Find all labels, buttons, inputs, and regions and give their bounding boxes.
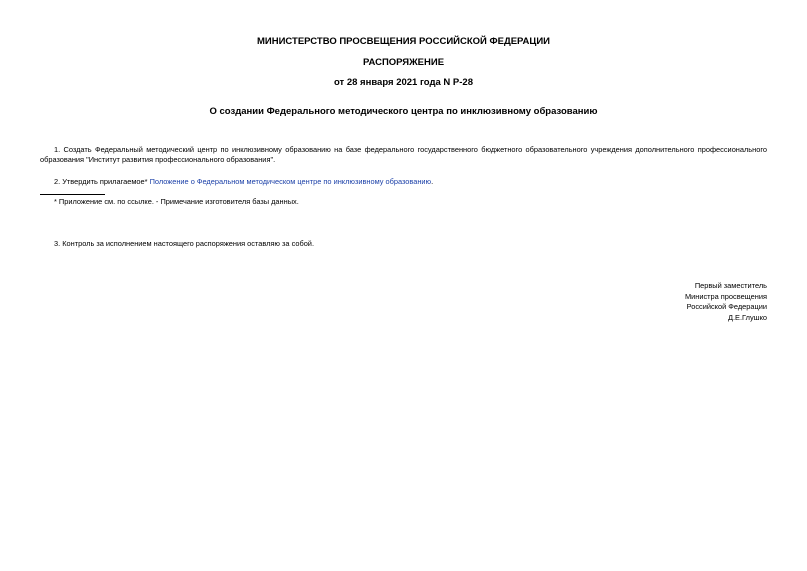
ministry-name: МИНИСТЕРСТВО ПРОСВЕЩЕНИЯ РОССИЙСКОЙ ФЕДЕРАЦИИ bbox=[256, 36, 551, 47]
signature-position-line-2: Министра просвещения bbox=[684, 291, 767, 301]
document-type: РАСПОРЯЖЕНИЕ bbox=[362, 57, 445, 68]
paragraph-item-1: 1. Создать Федеральный методический центр по инклюзивному образованию на базе федерального государственного бюджетного образовательного учреждения дополнительного профессионального образования "Институт развития профессионального образования". bbox=[40, 145, 767, 164]
item-2-suffix: . bbox=[431, 177, 434, 186]
document-date-number: от 28 января 2021 года N Р-28 bbox=[333, 77, 473, 88]
signature-name: Д.Е.Глушко bbox=[728, 312, 767, 322]
signature-position-line-1: Первый заместитель bbox=[694, 281, 767, 290]
document-title: О создании Федерального методического центра по инклюзивному образованию bbox=[209, 106, 598, 117]
paragraph-item-2 bbox=[40, 177, 767, 187]
regulation-link[interactable]: Положение о Федеральном методическом центре по инклюзивному образованию bbox=[149, 177, 432, 186]
item-2-prefix: 2. Утвердить прилагаемое* bbox=[54, 177, 150, 186]
signature-block bbox=[685, 281, 767, 323]
footnote-divider bbox=[40, 194, 105, 195]
paragraph-item-3: 3. Контроль за исполнением настоящего распоряжения оставляю за собой. bbox=[54, 239, 314, 248]
signature-position-line-3: Российской Федерации bbox=[686, 302, 767, 311]
footnote: * Приложение см. по ссылке. - Примечание изготовителя базы данных. bbox=[54, 197, 299, 206]
